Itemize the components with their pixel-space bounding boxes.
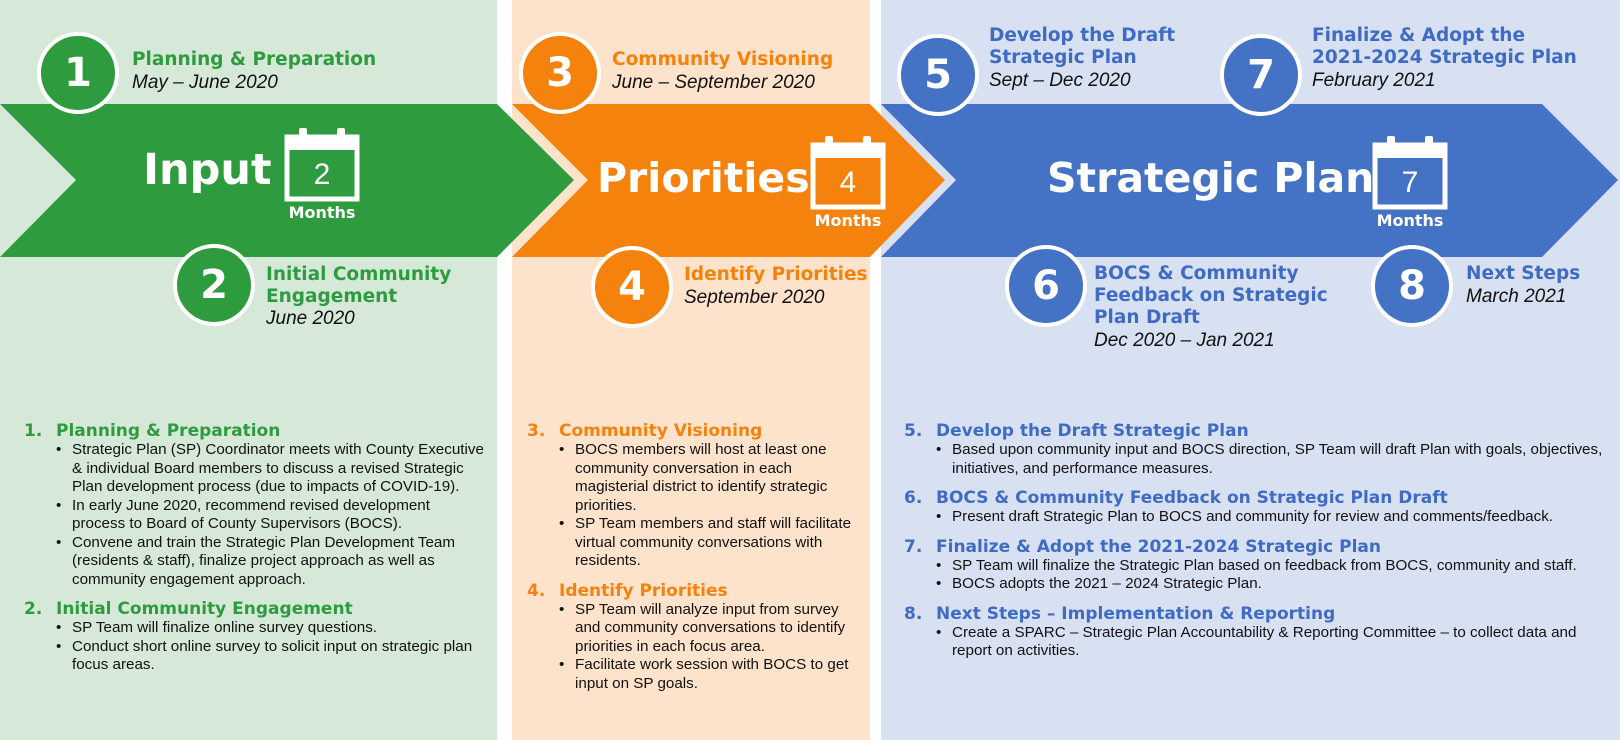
detail-section-1: [24, 421, 486, 589]
detail-section-4: [527, 581, 863, 694]
detail-heading-8: 8. Next Steps – Implementation & Reporting: [904, 603, 1336, 624]
calendar-month-count: 4: [839, 166, 857, 199]
detail-bullet: • Convene and train the Strategic Plan Development Team (residents & staff), finalize project approach as well as community engagement approach.: [56, 534, 486, 590]
detail-heading-1: 1. Planning & Preparation: [24, 421, 281, 441]
step-4-title: Identify Priorities: [684, 264, 868, 285]
step-4-date: September 2020: [684, 287, 825, 308]
step-8-title: Next Steps: [1466, 263, 1581, 284]
months-label: Months: [288, 203, 356, 222]
step-7-number: 7: [1220, 34, 1302, 116]
step-6-date: Dec 2020 – Jan 2021: [1094, 330, 1275, 351]
step-2-date: June 2020: [266, 308, 355, 329]
step-4-number: 4: [591, 246, 673, 328]
step-7-date: February 2021: [1312, 70, 1436, 91]
step-8-date: March 2021: [1466, 286, 1567, 307]
calendar-month-count: 7: [1401, 166, 1419, 199]
step-7-title: Finalize & Adopt the 2021-2024 Strategic Plan: [1312, 25, 1577, 68]
strategic-plan-phase-details: [904, 421, 1604, 671]
step-6-title: BOCS & Community Feedback on Strategic Plan Draft: [1094, 263, 1328, 328]
detail-heading-2: 2. Initial Community Engagement: [24, 599, 353, 619]
step-5-number: 5: [897, 34, 979, 116]
step-2-number: 2: [173, 244, 255, 326]
detail-bullet: • Create a SPARC – Strategic Plan Accountability & Reporting Committee – to collect data and report on activities.: [936, 624, 1604, 661]
priorities-phase-details: [527, 421, 863, 703]
step-3-number: 3: [519, 32, 601, 114]
detail-section-8: [904, 604, 1604, 661]
step-2-title: Initial Community Engagement: [266, 264, 452, 307]
detail-bullet: • SP Team will analyze input from survey and community conversations to identify priorities in each focus area.: [559, 601, 863, 657]
detail-section-5: [904, 421, 1604, 478]
detail-heading-7: 7. Finalize & Adopt the 2021-2024 Strategic Plan: [904, 536, 1381, 557]
step-1-number: 1: [37, 32, 119, 114]
detail-bullet: • SP Team will finalize the Strategic Plan based on feedback from BOCS, community and staff.: [936, 557, 1604, 576]
detail-bullet: • Facilitate work session with BOCS to get input on SP goals.: [559, 656, 863, 693]
phase-title-strategic-plan: Strategic Plan: [1047, 154, 1375, 202]
step-6-number: 6: [1005, 245, 1087, 327]
step-5-title: Develop the Draft Strategic Plan: [989, 25, 1176, 68]
detail-heading-4: 4. Identify Priorities: [527, 580, 728, 601]
detail-bullet: • SP Team will finalize online survey questions.: [56, 619, 486, 638]
detail-section-6: [904, 488, 1604, 527]
months-label: Months: [1376, 211, 1444, 230]
detail-bullet: • Based upon community input and BOCS direction, SP Team will draft Plan with goals, objectives, initiatives, and performance measures.: [936, 441, 1604, 478]
detail-heading-6: 6. BOCS & Community Feedback on Strategic Plan Draft: [904, 488, 1448, 508]
months-label: Months: [814, 211, 882, 230]
detail-section-2: [24, 599, 486, 675]
detail-bullet: • Present draft Strategic Plan to BOCS and community for review and comments/feedback.: [936, 508, 1604, 527]
detail-bullet: • SP Team members and staff will facilitate virtual community conversations with residents.: [559, 515, 863, 571]
detail-heading-5: 5. Develop the Draft Strategic Plan: [904, 421, 1249, 441]
detail-bullet: • Strategic Plan (SP) Coordinator meets with County Executive & individual Board members to discuss a revised Strategic Plan development process (due to impacts of COVID-19).: [56, 441, 486, 497]
step-3-date: June – September 2020: [612, 72, 815, 93]
calendar-month-count: 2: [313, 158, 331, 191]
phase-title-priorities: Priorities: [597, 154, 810, 202]
detail-bullet: • BOCS adopts the 2021 – 2024 Strategic Plan.: [936, 575, 1604, 594]
detail-bullet: • Conduct short online survey to solicit input on strategic plan focus areas.: [56, 638, 486, 675]
step-8-number: 8: [1371, 245, 1453, 327]
step-3-title: Community Visioning: [612, 49, 834, 70]
detail-section-3: [527, 421, 863, 571]
step-1-date: May – June 2020: [132, 72, 278, 93]
detail-section-7: [904, 537, 1604, 594]
detail-bullet: • In early June 2020, recommend revised development process to Board of County Supervisors (BOCS).: [56, 497, 486, 534]
detail-heading-3: 3. Community Visioning: [527, 421, 763, 441]
phase-title-input: Input: [143, 145, 272, 195]
step-1-title: Planning & Preparation: [132, 49, 377, 70]
input-phase-details: [24, 421, 486, 685]
detail-bullet: • BOCS members will host at least one community conversation in each magisterial district to identify strategic priorities.: [559, 441, 863, 515]
step-5-date: Sept – Dec 2020: [989, 70, 1131, 91]
